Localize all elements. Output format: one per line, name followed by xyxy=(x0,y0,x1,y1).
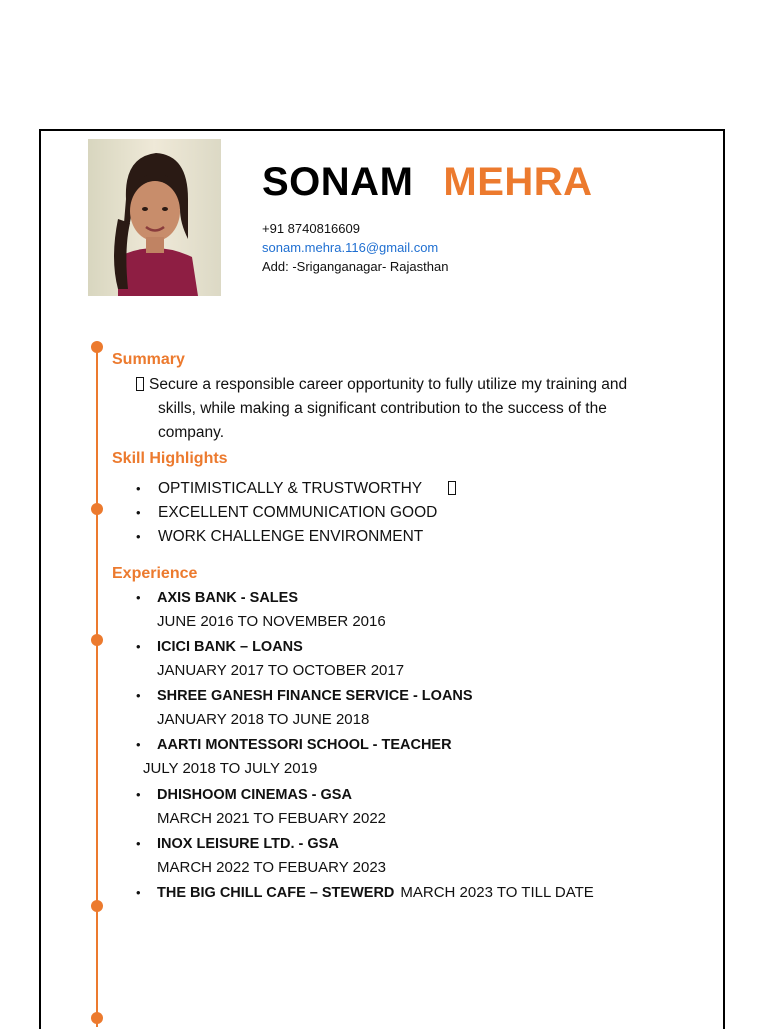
symbol-glyph-icon xyxy=(136,377,144,391)
list-item xyxy=(136,832,696,880)
list-item xyxy=(136,733,696,781)
summary-text xyxy=(136,373,676,445)
profile-photo xyxy=(88,139,221,296)
job-role: • SHREE GANESH FINANCE SERVICE - LOANS xyxy=(157,688,473,704)
skills-list xyxy=(136,477,461,549)
candidate-name xyxy=(262,160,593,205)
timeline-dot xyxy=(91,900,103,912)
symbol-glyph-icon xyxy=(448,481,456,495)
timeline-dot xyxy=(91,341,103,353)
job-dates: JUNE 2016 TO NOVEMBER 2016 xyxy=(157,613,386,630)
list-item xyxy=(136,684,696,732)
job-dates: JANUARY 2017 TO OCTOBER 2017 xyxy=(157,662,405,679)
list-item xyxy=(136,635,696,683)
job-dates: MARCH 2021 TO FEBUARY 2022 xyxy=(157,810,386,827)
job-role: • INOX LEISURE LTD. - GSA xyxy=(157,836,339,852)
address: Add: -Sriganganagar- Rajasthan xyxy=(262,259,449,274)
timeline-dot xyxy=(91,634,103,646)
skills-heading: Skill Highlights xyxy=(112,450,228,467)
phone-number: +91 8740816609 xyxy=(262,221,360,236)
timeline-dot xyxy=(91,1012,103,1024)
job-role: • AXIS BANK - SALES xyxy=(157,590,298,606)
email-link[interactable]: sonam.mehra.116@gmail.com xyxy=(262,240,439,255)
summary-line-3: company. xyxy=(158,424,225,441)
job-dates: JULY 2018 TO JULY 2019 xyxy=(143,760,318,777)
summary-line-2: skills, while making a significant contribution to the success of the xyxy=(158,400,607,417)
last-name: MEHRA xyxy=(443,160,593,204)
experience-heading: Experience xyxy=(112,565,198,582)
experience-list xyxy=(136,586,696,905)
job-dates: MARCH 2022 TO FEBUARY 2023 xyxy=(157,859,386,876)
timeline-dot xyxy=(91,503,103,515)
summary-heading: Summary xyxy=(112,351,185,368)
timeline-line xyxy=(96,347,98,1027)
job-role: • AARTI MONTESSORI SCHOOL - TEACHER xyxy=(157,737,452,753)
list-item: • WORK CHALLENGE ENVIRONMENT xyxy=(136,525,461,549)
list-item: • EXCELLENT COMMUNICATION GOOD xyxy=(136,501,461,525)
job-dates: JANUARY 2018 TO JUNE 2018 xyxy=(157,711,370,728)
contact-block xyxy=(262,219,448,276)
summary-line-1: Secure a responsible career opportunity to fully utilize my training and xyxy=(149,376,628,393)
first-name: SONAM xyxy=(262,160,414,204)
job-dates: MARCH 2023 TO TILL DATE xyxy=(400,884,594,901)
list-item: • OPTIMISTICALLY & TRUSTWORTHY xyxy=(136,477,461,501)
list-item xyxy=(136,586,696,634)
list-item xyxy=(136,783,696,831)
job-role: • DHISHOOM CINEMAS - GSA xyxy=(157,787,352,803)
job-role: • THE BIG CHILL CAFE – STEWERD MARCH 2023 TO TILL DATE xyxy=(157,884,594,901)
job-role: • ICICI BANK – LOANS xyxy=(157,639,303,655)
list-item xyxy=(136,881,696,905)
